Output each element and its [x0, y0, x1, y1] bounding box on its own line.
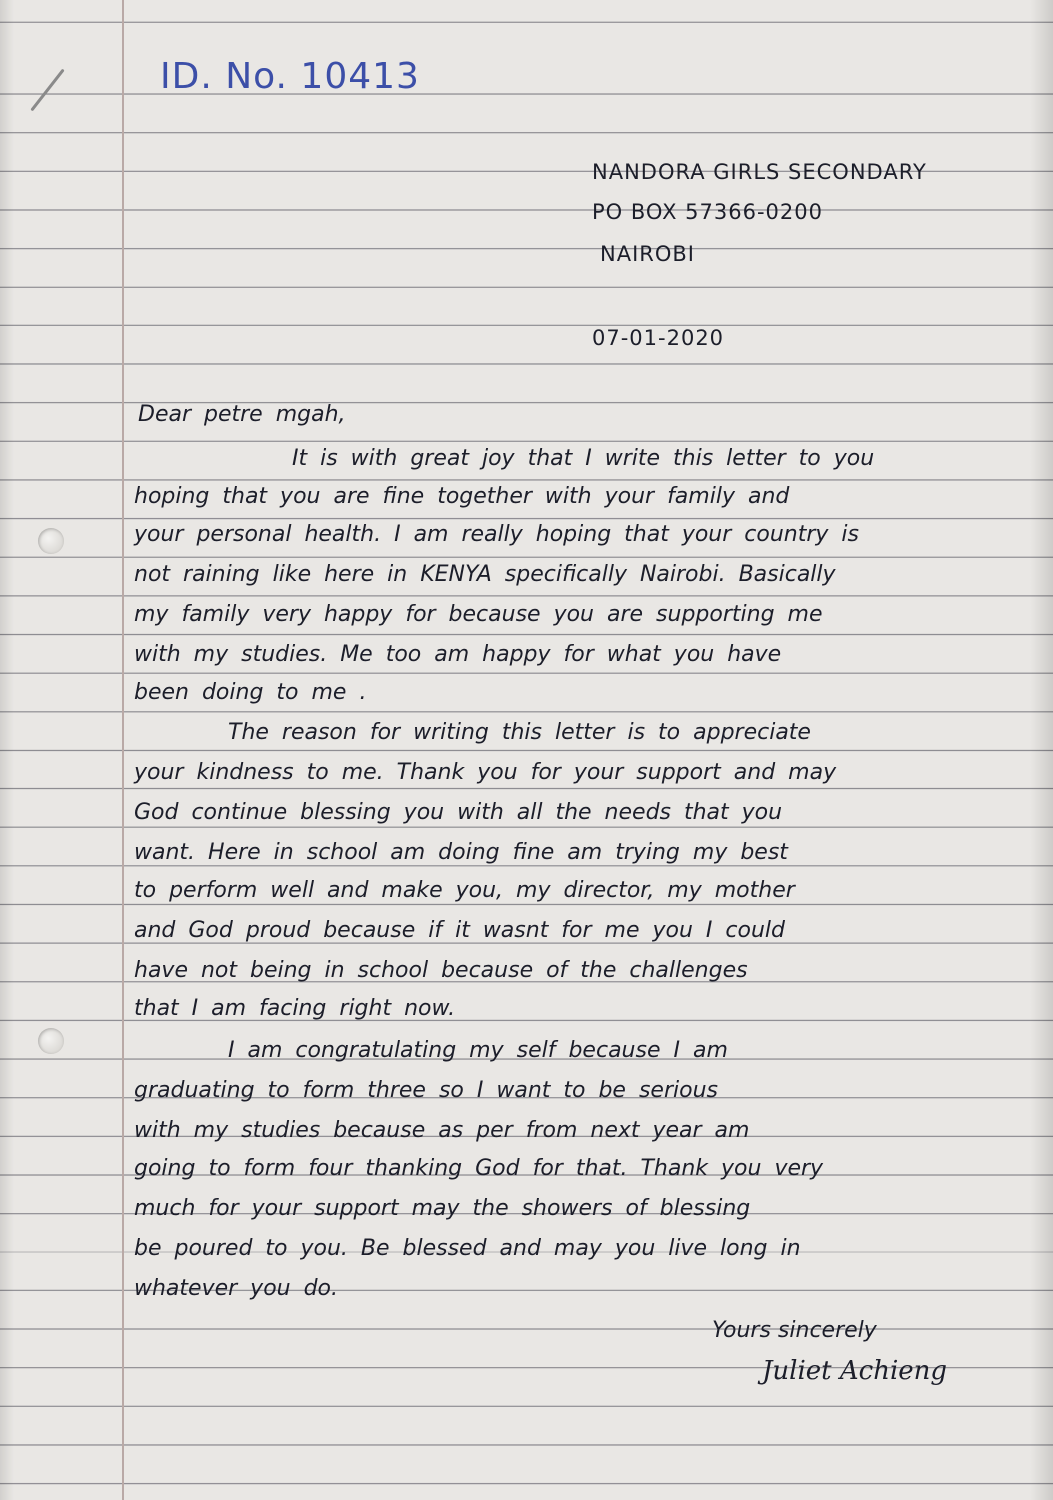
punch-hole-top: [38, 528, 64, 554]
pencil-mark: [30, 69, 64, 112]
body-line: God continue blessing you with all the needs that you: [134, 800, 783, 825]
body-line: have not being in school because of the challenges: [134, 958, 748, 983]
signature: Juliet Achieng: [762, 1356, 948, 1386]
body-line: with my studies because as per from next year am: [134, 1118, 750, 1143]
address-line-1: NANDORA GIRLS SECONDARY: [592, 160, 927, 184]
body-line: I am congratulating my self because I am: [228, 1038, 728, 1063]
body-line: and God proud because if it wasnt for me you I could: [134, 918, 785, 943]
id-number: ID. No. 10413: [160, 56, 420, 97]
body-line: much for your support may the showers of blessing: [134, 1196, 751, 1221]
salutation: Dear petre mgah,: [138, 402, 346, 427]
body-line: want. Here in school am doing fine am trying my best: [134, 840, 788, 865]
closing: Yours sincerely: [712, 1318, 877, 1343]
address-line-2: PO BOX 57366-0200: [592, 200, 823, 224]
body-line: to perform well and make you, my director, my mother: [134, 878, 795, 903]
letter-date: 07-01-2020: [592, 326, 725, 350]
body-line: my family very happy for because you are supporting me: [134, 602, 823, 627]
body-line: be poured to you. Be blessed and may you live long in: [134, 1236, 801, 1261]
body-line: not raining like here in KENYA specifically Nairobi. Basically: [134, 562, 836, 587]
body-line: hoping that you are fine together with your family and: [134, 484, 790, 509]
body-line: that I am facing right now.: [134, 996, 456, 1021]
body-line: with my studies. Me too am happy for what you have: [134, 642, 782, 667]
body-line: graduating to form three so I want to be serious: [134, 1078, 718, 1103]
margin-line: [122, 0, 124, 1500]
body-line: going to form four thanking God for that. Thank you very: [134, 1156, 824, 1181]
punch-hole-bottom: [38, 1028, 64, 1054]
body-line: It is with great joy that I write this letter to you: [292, 446, 875, 471]
address-line-3: NAIROBI: [600, 242, 695, 266]
body-line: your kindness to me. Thank you for your support and may: [134, 760, 837, 785]
body-line: whatever you do.: [134, 1276, 339, 1301]
body-line: The reason for writing this letter is to appreciate: [228, 720, 811, 745]
body-line: been doing to me .: [134, 680, 367, 705]
body-line: your personal health. I am really hoping that your country is: [134, 522, 859, 547]
